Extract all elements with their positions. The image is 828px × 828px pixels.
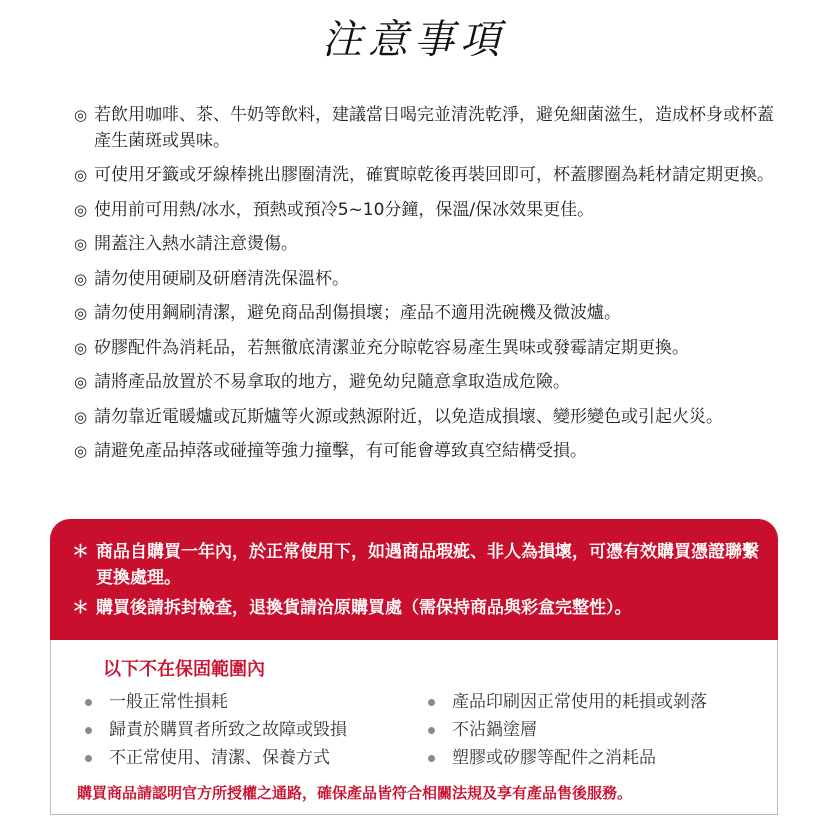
exclusions-list-right bbox=[424, 688, 707, 772]
care-notes-list bbox=[74, 103, 774, 474]
exclusion-item bbox=[81, 744, 347, 772]
asterisk-icon: ＊ bbox=[72, 542, 89, 562]
care-note bbox=[74, 336, 774, 362]
warranty-item bbox=[72, 595, 762, 621]
bullseye-icon: ◎ bbox=[74, 166, 88, 184]
warranty-item-text: 商品自購買一年內，於正常使用下，如遇商品瑕疵、非人為損壞，可憑有效購買憑證聯繫更換處理。 bbox=[96, 542, 759, 588]
care-note bbox=[74, 267, 774, 293]
warranty-item bbox=[72, 539, 762, 591]
care-note-text: 開蓋注入熱水請注意燙傷。 bbox=[94, 234, 298, 254]
bullseye-icon: ◎ bbox=[74, 407, 88, 426]
authorized-channel-note: 購買商品請認明官方所授權之通路，確保產品皆符合相關法規及享有產品售後服務。 bbox=[77, 784, 633, 802]
care-note bbox=[74, 439, 774, 465]
bullseye-icon: ◎ bbox=[74, 235, 88, 253]
care-note bbox=[74, 301, 774, 327]
care-note bbox=[74, 405, 774, 431]
exclusions-list-left bbox=[81, 688, 347, 772]
bullseye-icon: ◎ bbox=[74, 373, 88, 391]
care-note bbox=[74, 103, 774, 154]
exclusion-item bbox=[81, 716, 347, 744]
care-note bbox=[74, 198, 774, 224]
exclusion-item-text: 一般正常性損耗 bbox=[109, 692, 228, 712]
bullseye-icon: ◎ bbox=[74, 106, 88, 124]
exclusion-item-text: 產品印刷因正常使用的耗損或剝落 bbox=[452, 692, 707, 712]
bullseye-icon: ◎ bbox=[74, 200, 88, 219]
care-note-text: 請勿使用硬刷及研磨清洗保溫杯。 bbox=[94, 268, 349, 289]
exclusion-item-text: 不沾鍋塗層 bbox=[452, 720, 537, 740]
exclusion-item-text: 不正常使用、清潔、保養方式 bbox=[109, 748, 330, 768]
bullet-dot-icon bbox=[428, 755, 435, 762]
care-note-text: 若飲用咖啡、茶、牛奶等飲料，建議當日喝完並清洗乾淨，避免細菌滋生，造成杯身或杯蓋產生菌斑或異味。 bbox=[94, 105, 774, 151]
bullet-dot-icon bbox=[428, 699, 435, 706]
bullet-dot-icon bbox=[85, 755, 92, 762]
exclusion-item bbox=[424, 744, 707, 772]
warranty-item-text: 購買後請拆封檢查，退換貨請洽原購買處（需保持商品與彩盒完整性）。 bbox=[96, 598, 632, 618]
care-note-text: 請避免產品掉落或碰撞等強力撞擊，有可能會導致真空結構受損。 bbox=[94, 441, 587, 461]
care-note bbox=[74, 163, 774, 189]
care-note-text: 請將產品放置於不易拿取的地方，避免幼兒隨意拿取造成危險。 bbox=[94, 372, 570, 392]
warranty-banner bbox=[50, 519, 778, 640]
bullseye-icon: ◎ bbox=[74, 304, 88, 322]
page-title: 注意事項 bbox=[322, 17, 506, 63]
care-note-text: 請勿使用鋼刷清潔，避免商品刮傷損壞；產品不適用洗碗機及微波爐。 bbox=[94, 303, 621, 323]
care-note-text: 矽膠配件為消耗品，若無徹底清潔並充分晾乾容易產生異味或發霉請定期更換。 bbox=[94, 337, 689, 358]
exclusion-item bbox=[81, 688, 347, 716]
warranty-exclusions-box bbox=[50, 640, 778, 815]
exclusions-title: 以下不在保固範圍內 bbox=[103, 659, 265, 680]
exclusion-item bbox=[424, 688, 707, 716]
bullseye-icon: ◎ bbox=[74, 442, 88, 460]
bullseye-icon: ◎ bbox=[74, 269, 88, 288]
bullet-dot-icon bbox=[428, 727, 435, 734]
care-note bbox=[74, 370, 774, 396]
exclusion-item bbox=[424, 716, 707, 744]
asterisk-icon: ＊ bbox=[72, 598, 89, 618]
care-note-text: 請勿靠近電暖爐或瓦斯爐等火源或熱源附近，以免造成損壞、變形變色或引起火災。 bbox=[94, 406, 723, 427]
exclusion-item-text: 塑膠或矽膠等配件之消耗品 bbox=[452, 748, 656, 768]
bullet-dot-icon bbox=[85, 699, 92, 706]
exclusion-item-text: 歸責於購買者所致之故障或毀損 bbox=[109, 720, 347, 740]
bullet-dot-icon bbox=[85, 727, 92, 734]
bullseye-icon: ◎ bbox=[74, 338, 88, 357]
care-note-text: 可使用牙籤或牙線棒挑出膠圈清洗，確實晾乾後再裝回即可，杯蓋膠圈為耗材請定期更換。 bbox=[94, 165, 774, 185]
care-note bbox=[74, 232, 774, 258]
care-note-text: 使用前可用熱/冰水，預熱或預冷5~10分鐘，保溫/保冰效果更佳。 bbox=[94, 199, 595, 220]
